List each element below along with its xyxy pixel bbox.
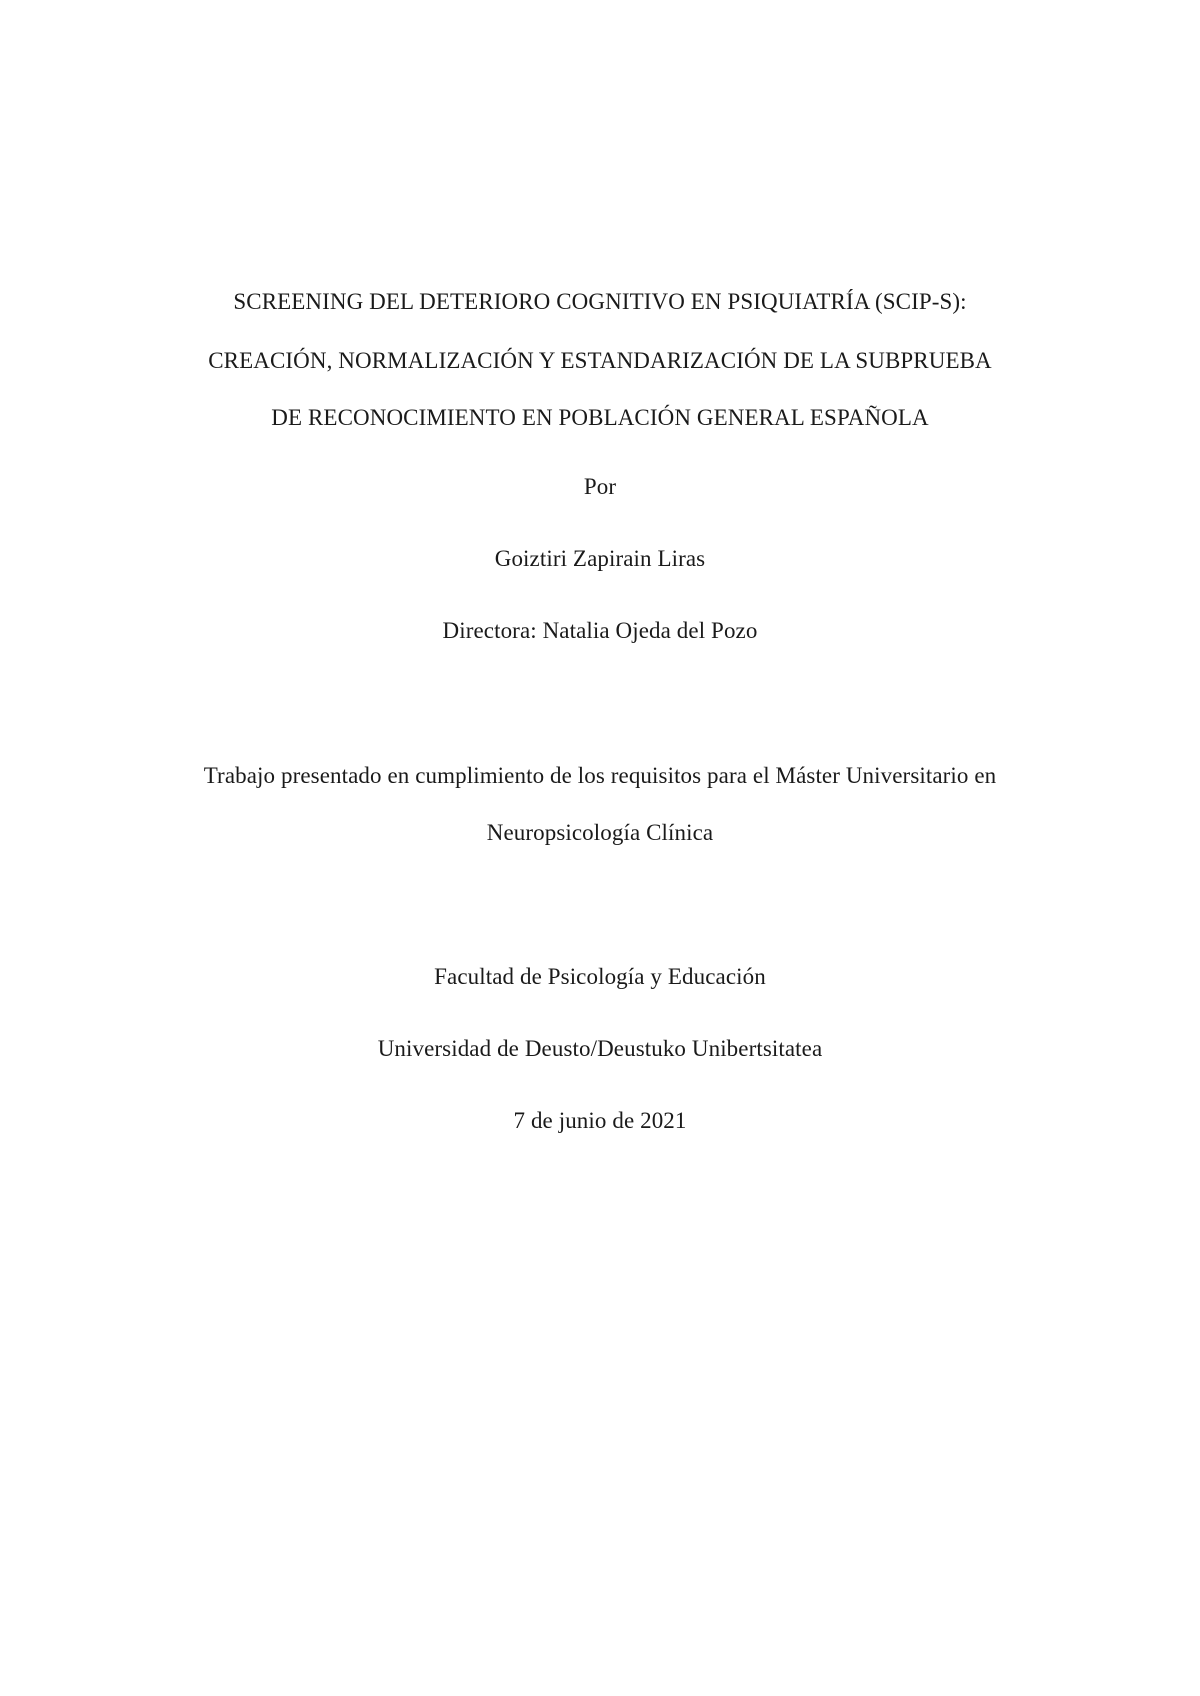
by-label: Por [583, 474, 617, 499]
thesis-title-line-1: SCREENING DEL DETERIORO COGNITIVO EN PSIQUIATRÍA (SCIP-S): [233, 289, 967, 314]
thesis-title-line-2: CREACIÓN, NORMALIZACIÓN Y ESTANDARIZACIÓN DE LA SUBPRUEBA [208, 348, 992, 373]
submission-statement-line-1: Trabajo presentado en cumplimiento de los requisitos para el Máster Universitario en [203, 763, 997, 788]
submission-statement-line-2: Neuropsicología Clínica [486, 820, 714, 845]
thesis-title-line-3: DE RECONOCIMIENTO EN POBLACIÓN GENERAL ESPAÑOLA [271, 405, 929, 430]
university-name: Universidad de Deusto/Deustuko Unibertsitatea [377, 1036, 823, 1061]
submission-date: 7 de junio de 2021 [513, 1108, 687, 1133]
faculty-name: Facultad de Psicología y Educación [434, 964, 766, 989]
author-name: Goiztiri Zapirain Liras [494, 546, 706, 571]
director-name: Directora: Natalia Ojeda del Pozo [442, 618, 758, 643]
